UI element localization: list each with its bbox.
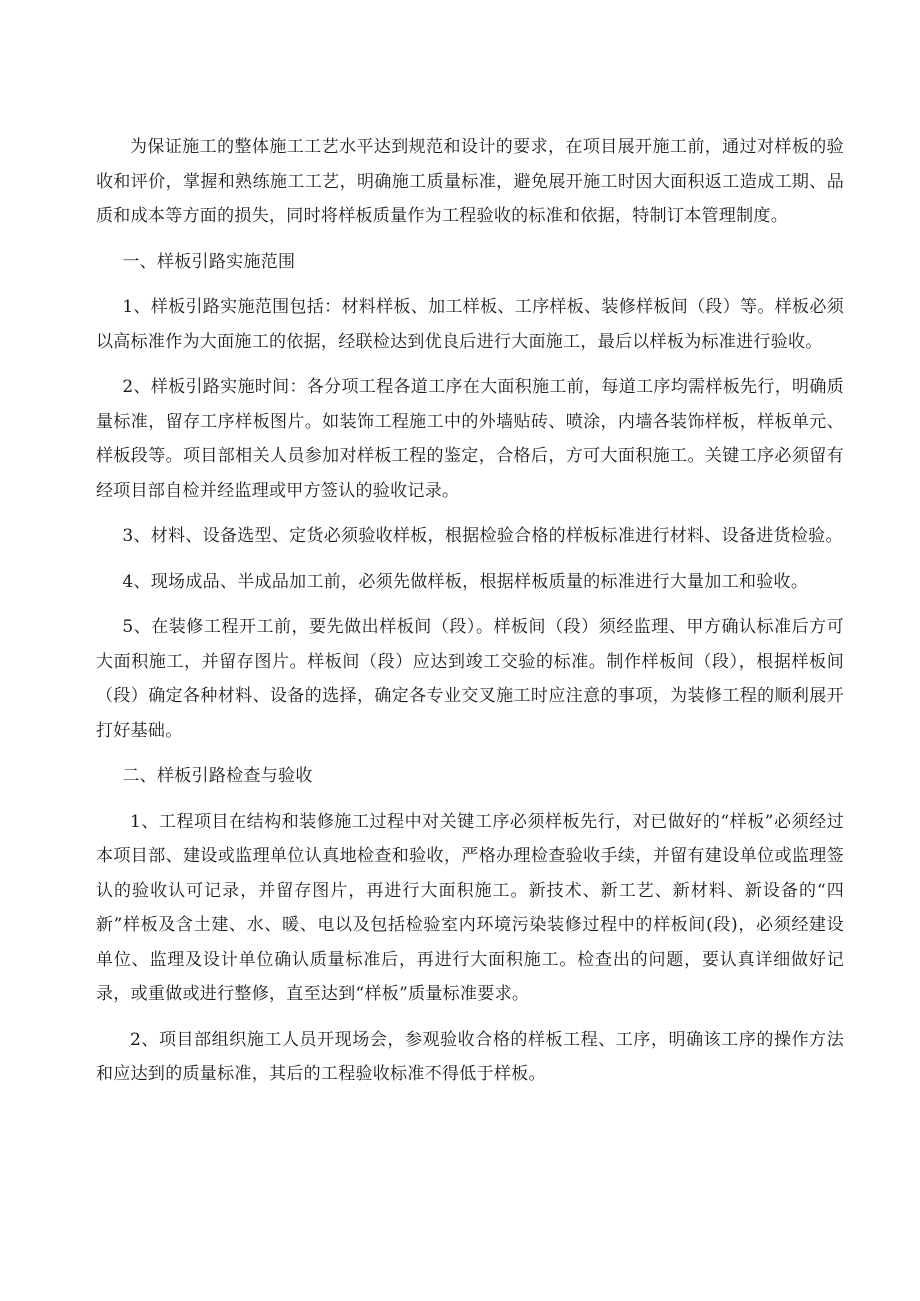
section-1-heading: 一、样板引路实施范围 <box>122 251 296 272</box>
section-2-item-1: 1、工程项目在结构和装修施工过程中对关键工序必须样板先行，对已做好的“样板”必须经过本项目部、建设或监理单位认真地检查和验收，严格办理检查验收手续，并留有建设单位或监理签认的验收认可记录，并留存图片，再进行大面积施工。新技术、新工艺、新材料、新设备的“四新”样板及含土建、水、暖、电以及包括检验室内环境污染装修过程中的样板间(段)，必须经建设单位、监理及设计单位确认质量标准后，再进行大面积施工。检查出的问题，要认真详细做好记录，或重做或进行整修，直至达到“样板”质量标准要求。 <box>96 811 844 1004</box>
section-1-item-2: 2、样板引路实施时间：各分项工程各道工序在大面积施工前，每道工序均需样板先行，明确质量标准，留存工序样板图片。如装饰工程施工中的外墙贴砖、喷涂，内墙各装饰样板，样板单元、样板段等。项目部相关人员参加对样板工程的鉴定，合格后，方可大面积施工。关键工序必须留有经项目部自检并经监理或甲方签认的验收记录。 <box>96 377 844 501</box>
section-1-item-3: 3、材料、设备选型、定货必须验收样板，根据检验合格的样板标准进行材料、设备进货检验。 <box>122 526 843 546</box>
intro-paragraph: 为保证施工的整体施工工艺水平达到规范和设计的要求，在项目展开施工前，通过对样板的验收和评价，掌握和熟练施工工艺，明确施工质量标准，避免展开施工时因大面积返工造成工期、品质和成本等方面的损失，同时将样板质量作为工程验收的标准和依据，特制订本管理制度。 <box>96 137 844 226</box>
section-1-item-1: 1、样板引路实施范围包括：材料样板、加工样板、工序样板、装修样板间（段）等。样板必须以高标准作为大面施工的依据，经联检达到优良后进行大面施工，最后以样板为标准进行验收。 <box>96 297 844 352</box>
section-1-item-4: 4、现场成品、半成品加工前，必须先做样板，根据样板质量的标准进行大量加工和验收。 <box>122 571 809 592</box>
section-1-item-5: 5、在装修工程开工前，要先做出样板间（段）。样板间（段）须经监理、甲方确认标准后方可大面积施工，并留存图片。样板间（段）应达到竣工交验的标准。制作样板间（段），根据样板间（段）确定各种材料、设备的选择，确定各专业交叉施工时应注意的事项，为装修工程的顺利展开打好基础。 <box>96 617 844 741</box>
section-2-heading: 二、样板引路检查与验收 <box>122 766 313 786</box>
section-2-item-2: 2、项目部组织施工人员开现场会，参观验收合格的样板工程、工序，明确该工序的操作方法和应达到的质量标准，其后的工程验收标准不得低于样板。 <box>96 1029 844 1084</box>
document-body <box>96 130 844 1092</box>
